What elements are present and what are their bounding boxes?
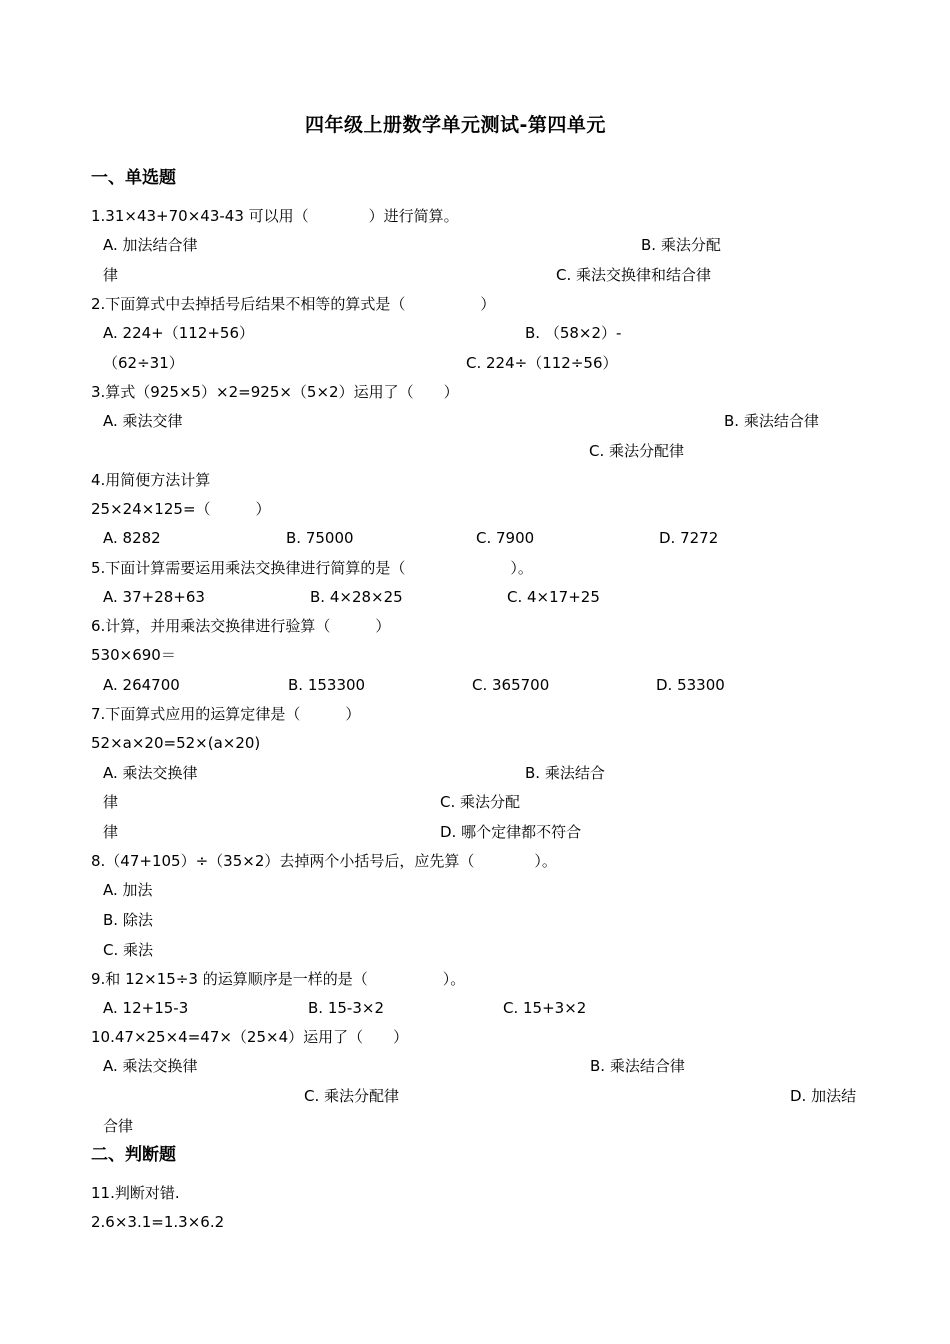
page-title: 四年级上册数学单元测试-第四单元 <box>305 114 606 136</box>
question-expression: 52×a×20=52×(a×20) <box>91 734 261 752</box>
option-c: C. 乘法分配律 <box>304 1087 400 1105</box>
option-d: D. 7272 <box>659 529 719 547</box>
option-b: B. 乘法结合律 <box>590 1057 685 1075</box>
question-stem: 8.（47+105）÷（35×2）去掉两个小括号后，应先算（ ）。 <box>91 852 557 870</box>
option-a: A. 224+（112+56） <box>103 324 255 342</box>
option-c: C. 224÷（112÷56） <box>466 354 618 372</box>
option-d: D. 加法结 <box>790 1087 857 1105</box>
option-c: C. 乘法分配律 <box>589 442 685 460</box>
option-b: B. 乘法结合 <box>525 764 605 782</box>
option-a: A. 12+15-3 <box>103 999 189 1017</box>
question-stem: 7.下面算式应用的运算定律是（ ） <box>91 705 361 723</box>
section-heading-single-choice: 一、单选题 <box>91 168 176 188</box>
option-b: B. 除法 <box>103 911 153 929</box>
option-c: C. 乘法分配 <box>440 793 521 811</box>
option-d-continued: 合律 <box>103 1117 134 1135</box>
option-c: C. 365700 <box>472 676 550 694</box>
question-expression: 530×690＝ <box>91 646 176 664</box>
option-a: A. 加法 <box>103 881 153 899</box>
option-c: C. 乘法 <box>103 941 154 959</box>
option-b: B. 75000 <box>286 529 354 547</box>
option-a: A. 37+28+63 <box>103 588 205 606</box>
option-a: A. 8282 <box>103 529 161 547</box>
option-b-continued: （62÷31） <box>103 354 184 372</box>
option-c: C. 7900 <box>476 529 535 547</box>
option-b: B. 4×28×25 <box>310 588 403 606</box>
option-a: A. 乘法交换律 <box>103 764 198 782</box>
option-a: A. 264700 <box>103 676 180 694</box>
option-d: D. 哪个定律都不符合 <box>440 823 582 841</box>
question-stem: 1.31×43+70×43-43 可以用（ ）进行简算。 <box>91 207 459 225</box>
option-b: B. 乘法分配 <box>641 236 721 254</box>
question-stem: 10.47×25×4=47×（25×4）运用了（ ） <box>91 1028 409 1046</box>
question-expression: 2.6×3.1=1.3×6.2 <box>91 1213 225 1231</box>
option-b: B. 15-3×2 <box>308 999 384 1017</box>
question-stem: 6.计算，并用乘法交换律进行验算（ ） <box>91 617 391 635</box>
question-stem: 9.和 12×15÷3 的运算顺序是一样的是（ ）。 <box>91 970 466 988</box>
option-b: B. 乘法结合律 <box>724 412 819 430</box>
option-b: B. （58×2）- <box>525 324 622 342</box>
question-stem: 11.判断对错. <box>91 1184 180 1202</box>
section-heading-true-false: 二、判断题 <box>91 1145 176 1165</box>
option-c: C. 乘法交换律和结合律 <box>556 266 712 284</box>
option-b-continued: 律 <box>103 793 119 811</box>
option-d: D. 53300 <box>656 676 725 694</box>
option-a: A. 乘法交换律 <box>103 1057 198 1075</box>
option-b-continued: 律 <box>103 266 119 284</box>
question-stem: 3.算式（925×5）×2=925×（5×2）运用了（ ） <box>91 383 459 401</box>
option-c: C. 15+3×2 <box>503 999 587 1017</box>
option-c-continued: 律 <box>103 823 119 841</box>
option-a: A. 乘法交律 <box>103 412 183 430</box>
question-stem: 2.下面算式中去掉括号后结果不相等的算式是（ ） <box>91 295 496 313</box>
question-stem: 4.用简便方法计算 <box>91 471 211 489</box>
option-a: A. 加法结合律 <box>103 236 198 254</box>
option-b: B. 153300 <box>288 676 366 694</box>
option-c: C. 4×17+25 <box>507 588 600 606</box>
question-stem: 5.下面计算需要运用乘法交换律进行简算的是（ ）。 <box>91 559 533 577</box>
question-expression: 25×24×125=（ ） <box>91 500 271 518</box>
